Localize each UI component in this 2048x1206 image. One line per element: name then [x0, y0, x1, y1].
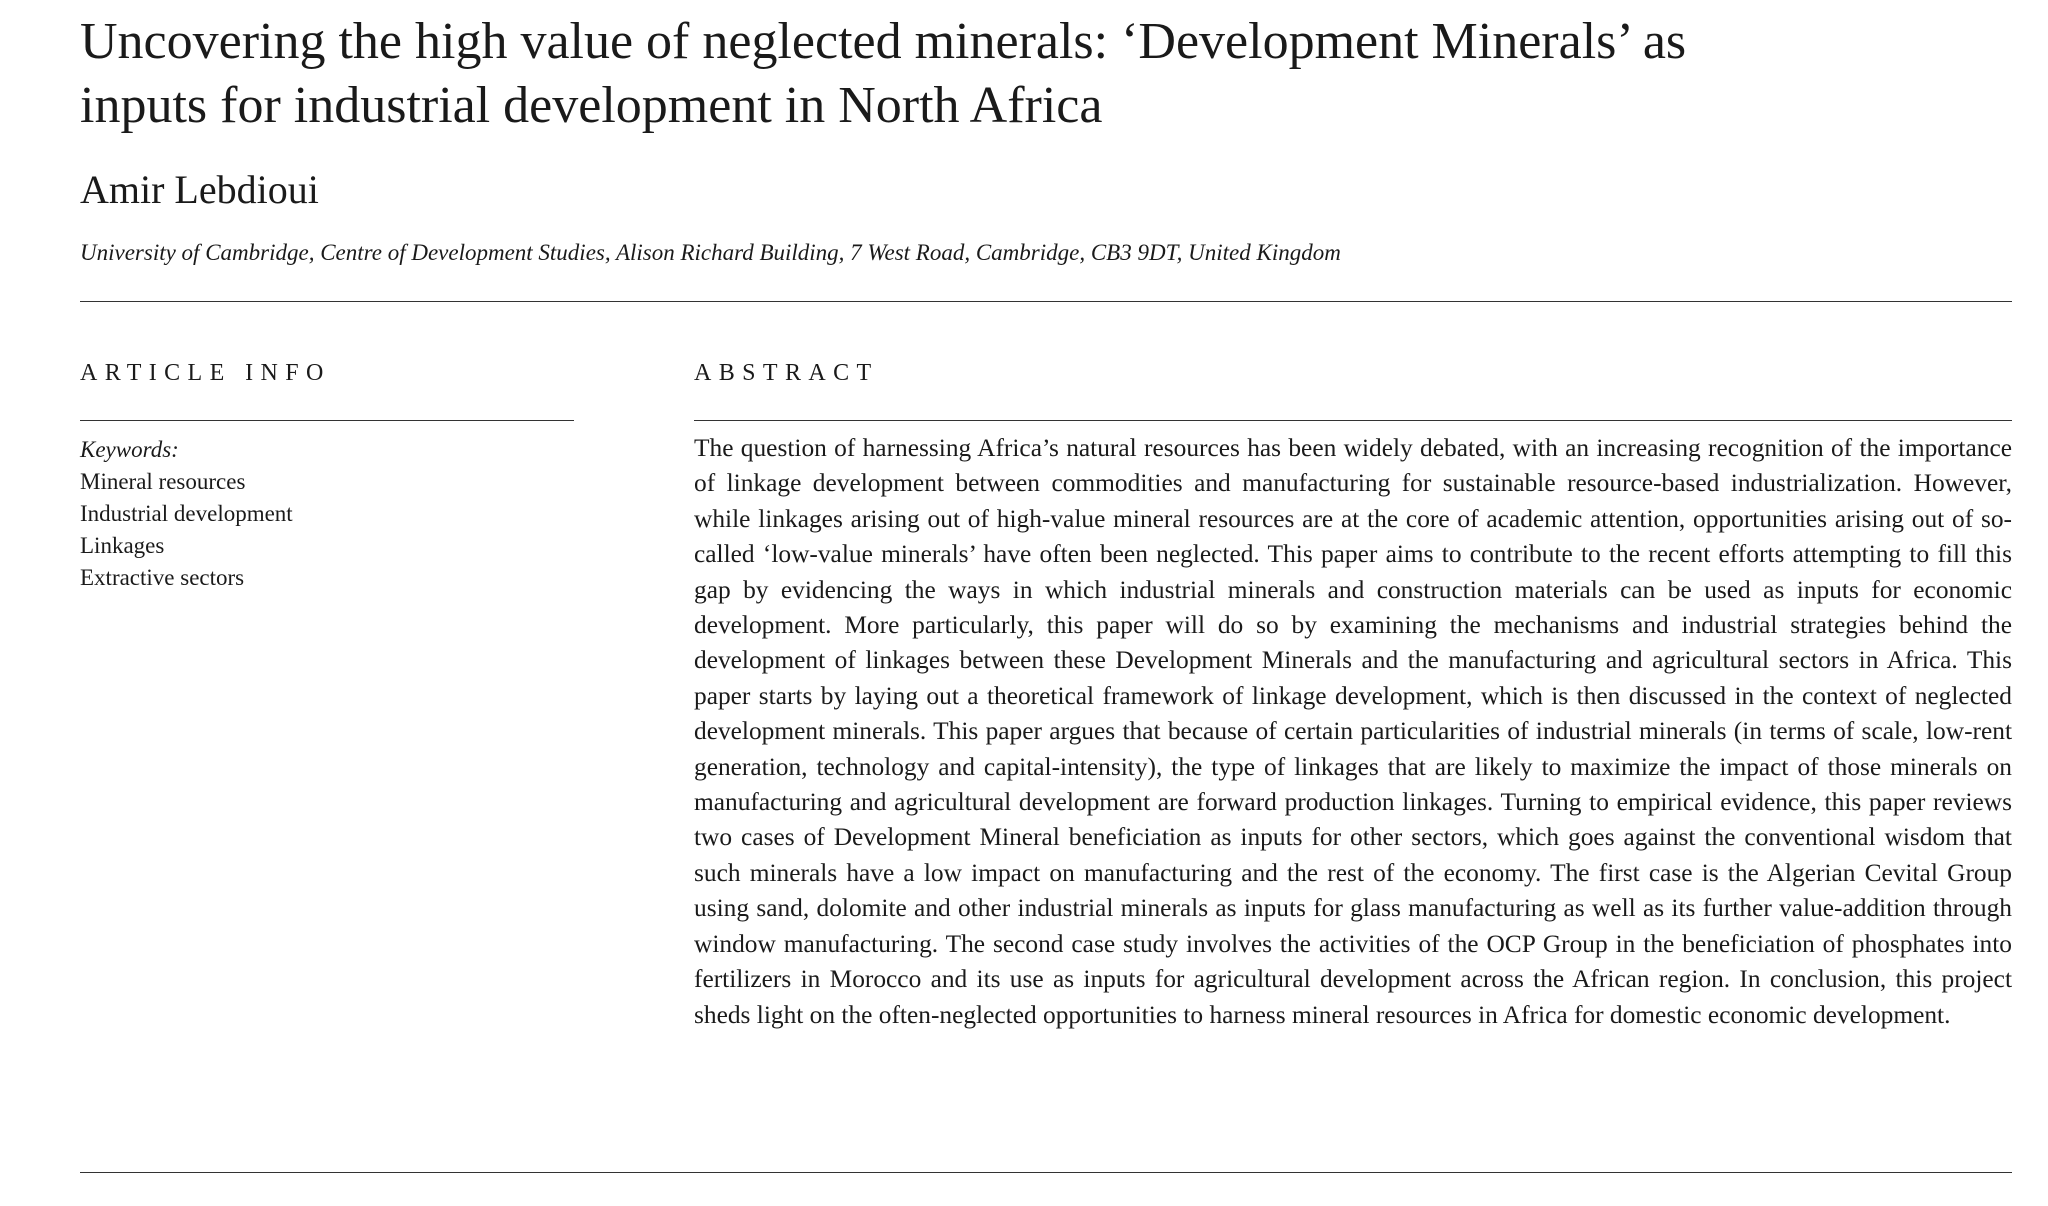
keywords-block	[80, 434, 560, 594]
abstract-divider	[694, 420, 2012, 421]
keywords-label: Keywords:	[80, 437, 179, 462]
title-line-2: inputs for industrial development in North Africa	[80, 77, 1103, 134]
article-info-divider	[80, 420, 574, 421]
author-name: Amir Lebdioui	[80, 167, 319, 212]
footer-divider	[80, 1172, 2012, 1173]
author-affiliation: University of Cambridge, Centre of Development Studies, Alison Richard Building, 7 West Road, Cambridge, CB3 9DT, United Kingdom	[80, 240, 1341, 265]
abstract-text: The question of harnessing Africa’s natural resources has been widely debated, with an increasing recognition of the importance of linkage development between commodities and manufacturing for sustainable resource-based industrialization. However, while linkages arising out of high-value mineral resources are at the core of academic attention, opportunities arising out of so-called ‘low-value minerals’ have often been neglected. This paper aims to contribute to the recent efforts attempting to fill this gap by evidencing the ways in which industrial minerals and construction materials can be used as inputs for economic development. More particularly, this paper will do so by examining the mechanisms and industrial strategies behind the development of linkages between these Development Minerals and the manufacturing and agricultural sectors in Africa. This paper starts by laying out a theoretical framework of linkage development, which is then discussed in the context of neglected development minerals. This paper argues that because of certain particularities of industrial minerals (in terms of scale, low-rent generation, technology and capital-intensity), the type of linkages that are likely to maximize the impact of those minerals on manufacturing and agricultural development are forward production linkages. Turning to empirical evidence, this paper reviews two cases of Development Mineral beneficiation as inputs for other sectors, which goes against the conventional wisdom that such minerals have a low impact on manufacturing and the rest of the economy. The first case is the Algerian Cevital Group using sand, dolomite and other industrial minerals as inputs for glass manufacturing as well as its further value-addition through window manufacturing. The second case study involves the activities of the OCP Group in the beneficiation of phosphates into fertilizers in Morocco and its use as inputs for agricultural development across the African region. In conclusion, this project sheds light on the often-neglected opportunities to harness mineral resources in Africa for domestic economic development.	[694, 434, 2012, 1029]
keyword-item: Linkages	[80, 533, 165, 558]
title-line-1: Uncovering the high value of neglected minerals: ‘Development Minerals’ as	[80, 13, 1687, 70]
paper-title	[80, 10, 1800, 138]
keywords-list	[80, 466, 560, 594]
keyword-item: Mineral resources	[80, 469, 246, 494]
keyword-item: Industrial development	[80, 501, 293, 526]
article-info-heading: ARTICLE INFO	[80, 360, 331, 386]
abstract-heading: ABSTRACT	[694, 360, 879, 386]
keyword-item: Extractive sectors	[80, 565, 245, 590]
header-divider	[80, 301, 2012, 302]
